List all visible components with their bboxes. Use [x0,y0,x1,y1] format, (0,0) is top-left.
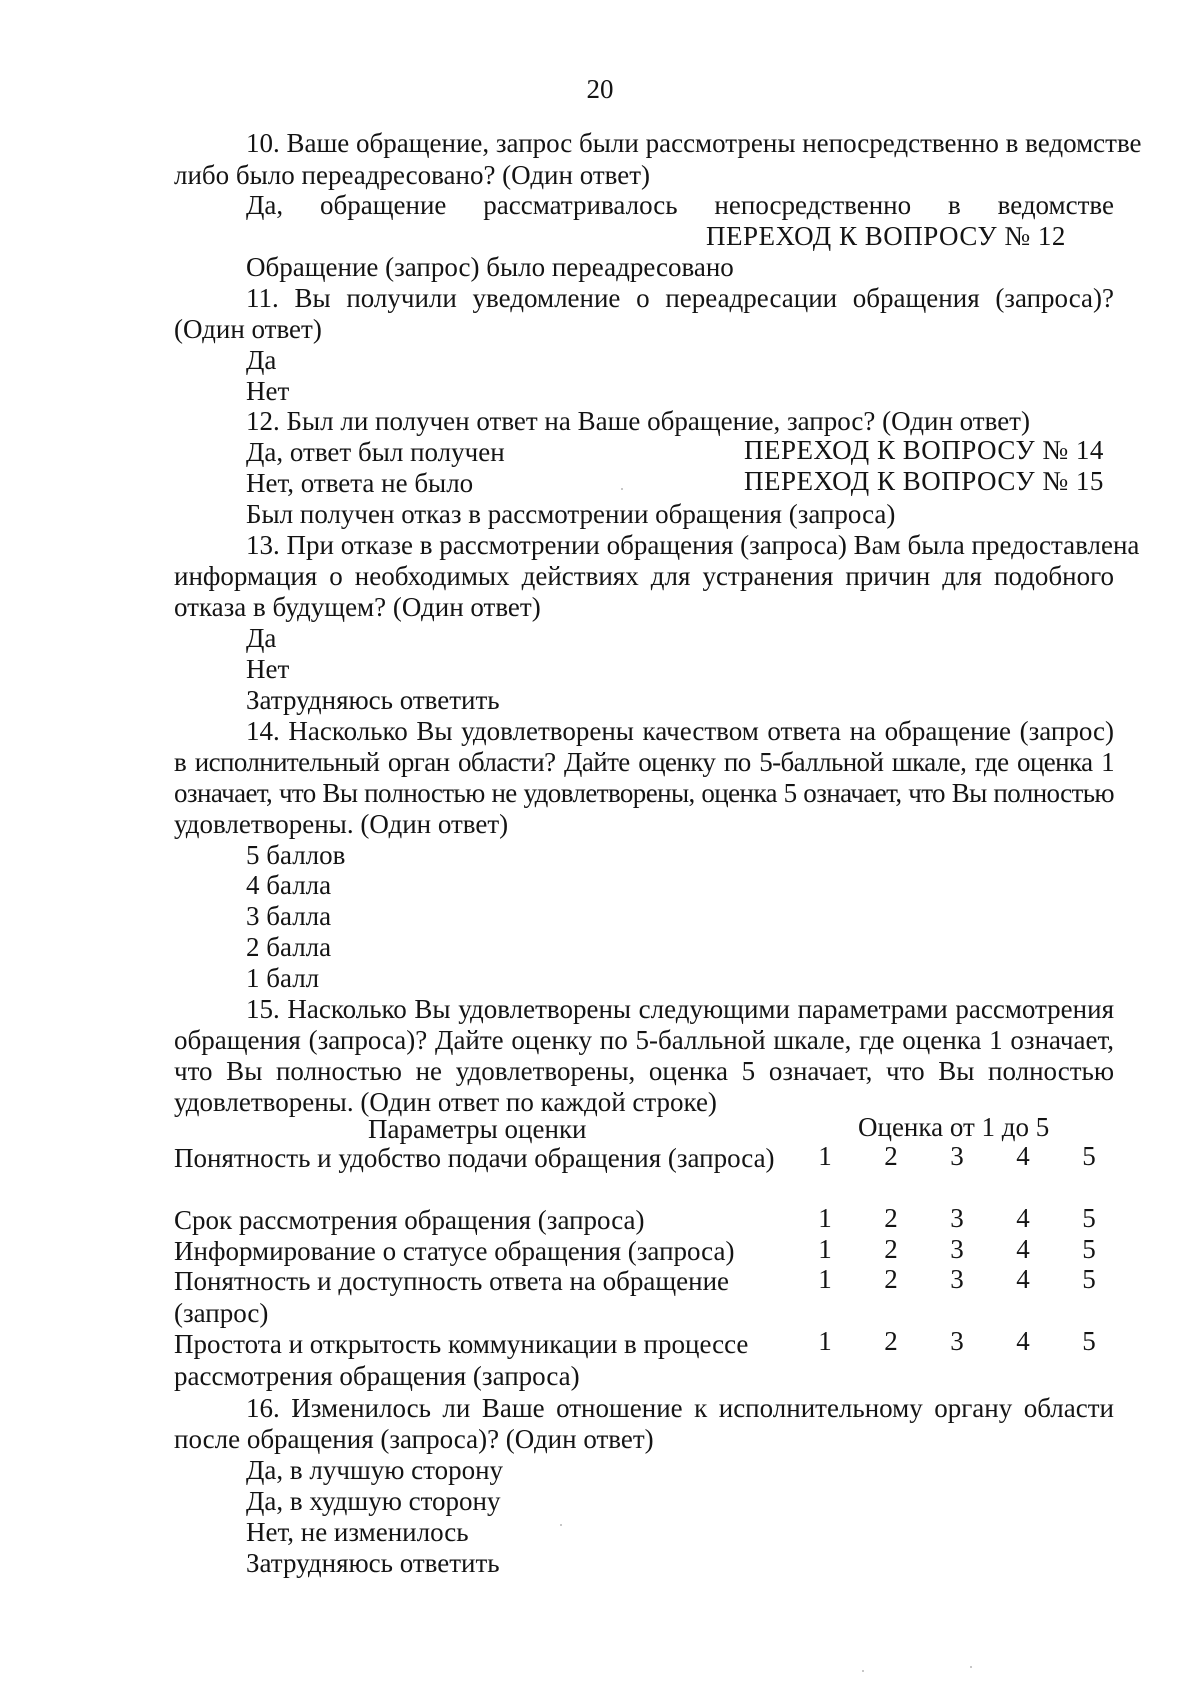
table-header-score: Оценка от 1 до 5 [858,1112,1050,1142]
q14-text-line-4: удовлетворены. (Один ответ) [174,809,509,839]
q13-option-3: Затрудняюсь ответить [246,685,500,715]
table-row-parameter: Понятность и доступность ответа на обращение (запрос) [174,1266,730,1328]
score-5: 5 [1082,1141,1096,1171]
q10-option-2: Обращение (запрос) было переадресовано [246,252,734,282]
q15-text-line-3: что Вы полностью не удовлетворены, оценка 5 означает, что Вы полностью [174,1056,1114,1086]
table-row-parameter: Простота и открытость коммуникации в процессе рассмотрения обращения (запроса) [174,1329,749,1391]
score-2: 2 [884,1264,898,1294]
score-4: 4 [1016,1203,1030,1233]
q14-text-line-2: в исполнительный орган области? Дайте оценку по 5-балльной шкале, где оценка 1 [174,747,1114,777]
q11-text-line-2: (Один ответ) [174,314,322,344]
q15-text-line-2: обращения (запроса)? Дайте оценку по 5-балльной шкале, где оценка 1 означает, [174,1025,1114,1055]
q14-option-5: 1 балл [246,963,320,993]
score-3: 3 [950,1234,964,1264]
table-row-parameter: Информирование о статусе обращения (запроса) [174,1236,735,1266]
score-5: 5 [1082,1234,1096,1264]
q16-text-line-2: после обращения (запроса)? (Один ответ) [174,1424,654,1454]
score-4: 4 [1016,1141,1030,1171]
scan-speck [560,1524,562,1526]
score-3: 3 [950,1326,964,1356]
page-number: 20 [586,74,614,104]
q13-text-line-1: 13. При отказе в рассмотрении обращения (запроса) Вам была предоставлена [246,530,1140,560]
q10-text-line-2: либо было переадресовано? (Один ответ) [174,160,651,190]
q13-text-line-3: отказа в будущем? (Один ответ) [174,592,541,622]
scan-speck [621,488,623,490]
score-3: 3 [950,1203,964,1233]
score-5: 5 [1082,1264,1096,1294]
score-5: 5 [1082,1326,1096,1356]
q16-option-2: Да, в худшую сторону [246,1486,501,1516]
q16-option-1: Да, в лучшую сторону [246,1455,504,1485]
q12-option-2: Нет, ответа не было [246,468,474,498]
q16-option-3: Нет, не изменилось [246,1517,469,1547]
table-row-parameter: Понятность и удобство подачи обращения (запроса) [174,1143,775,1173]
score-5: 5 [1082,1203,1096,1233]
scan-speck [862,1670,864,1672]
score-4: 4 [1016,1234,1030,1264]
q11-option-2: Нет [246,376,290,406]
score-1: 1 [818,1234,832,1264]
q15-text-line-4: удовлетворены. (Один ответ по каждой строке) [174,1087,717,1117]
score-4: 4 [1016,1264,1030,1294]
q12-option-1: Да, ответ был получен [246,437,505,467]
score-1: 1 [818,1203,832,1233]
table-row-parameter: Срок рассмотрения обращения (запроса) [174,1205,645,1235]
table-header-parameters: Параметры оценки [368,1114,587,1144]
q10-option-1-goto: ПЕРЕХОД К ВОПРОСУ № 12 [706,221,1066,251]
q13-option-2: Нет [246,654,290,684]
score-2: 2 [884,1234,898,1264]
q14-text-line-1: 14. Насколько Вы удовлетворены качеством ответа на обращение (запрос) [246,716,1114,746]
q14-text-line-3: означает, что Вы полностью не удовлетворены, оценка 5 означает, что Вы полностью [174,778,1114,808]
q10-text-line-1: 10. Ваше обращение, запрос были рассмотрены непосредственно в ведомстве [246,128,1142,158]
q16-text-line-1: 16. Изменилось ли Ваше отношение к исполнительному органу области [246,1393,1114,1423]
score-3: 3 [950,1264,964,1294]
q12-option-2-goto: ПЕРЕХОД К ВОПРОСУ № 15 [744,466,1104,496]
q14-option-2: 4 балла [246,870,332,900]
score-2: 2 [884,1203,898,1233]
score-1: 1 [818,1141,832,1171]
q14-option-3: 3 балла [246,901,332,931]
q10-option-1: Да, обращение рассматривалось непосредственно в ведомстве [246,190,1114,220]
score-1: 1 [818,1264,832,1294]
score-2: 2 [884,1141,898,1171]
q15-text-line-1: 15. Насколько Вы удовлетворены следующими параметрами рассмотрения [246,994,1114,1024]
score-1: 1 [818,1326,832,1356]
q11-option-1: Да [246,345,277,375]
q11-text-line-1: 11. Вы получили уведомление о переадресации обращения (запроса)? [246,283,1114,313]
q14-option-1: 5 баллов [246,840,346,870]
score-4: 4 [1016,1326,1030,1356]
q13-text-line-2: информация о необходимых действиях для устранения причин для подобного [174,561,1114,591]
q12-text-line-1: 12. Был ли получен ответ на Ваше обращение, запрос? (Один ответ) [246,406,1030,436]
q14-option-4: 2 балла [246,932,332,962]
q16-option-4: Затрудняюсь ответить [246,1548,500,1578]
score-3: 3 [950,1141,964,1171]
score-2: 2 [884,1326,898,1356]
q13-option-1: Да [246,623,277,653]
q12-option-3: Был получен отказ в рассмотрении обращения (запроса) [246,499,896,529]
q12-option-1-goto: ПЕРЕХОД К ВОПРОСУ № 14 [744,435,1104,465]
scan-speck [970,1666,972,1668]
